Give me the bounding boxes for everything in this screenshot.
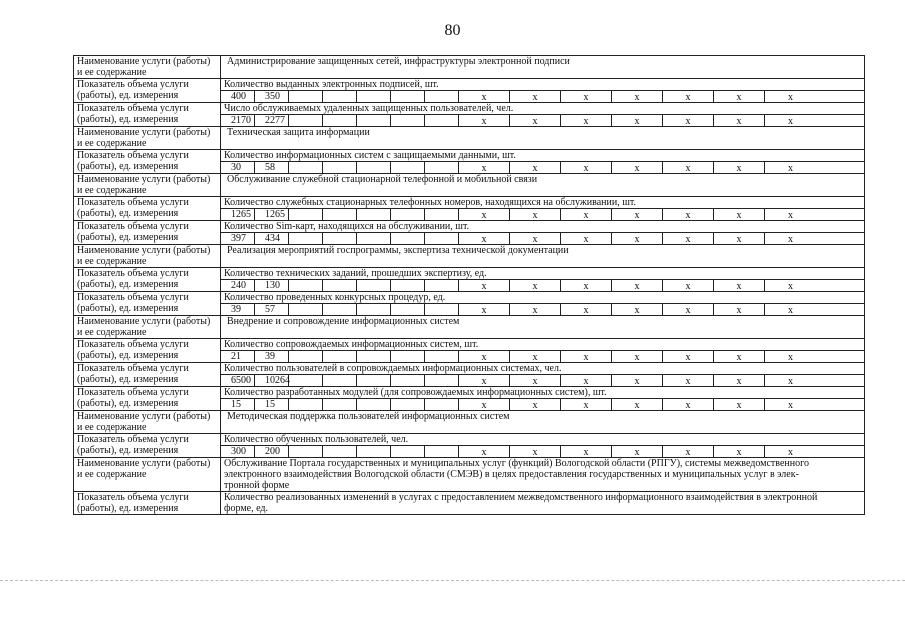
empty-value-cell (323, 399, 357, 410)
service-text: Внедрение и сопровождение информационных систем (227, 316, 460, 327)
x-mark: x (714, 91, 765, 102)
value-2: 130 (255, 280, 289, 291)
x-mark: x (663, 375, 714, 386)
service-text-line: электронного взаимодействия Вологодской области (СМЭВ) в целях предоставления государственных и муниципальных услуг в элек- (224, 469, 799, 480)
indicator-label: Показатель объема услуги (работы), ед. измерения (74, 268, 221, 292)
empty-value-cell (357, 375, 391, 386)
x-mark: x (510, 115, 561, 126)
x-mark: x (663, 162, 714, 173)
indicator-row (74, 387, 865, 411)
empty-value-cell (323, 304, 357, 315)
x-mark: x (459, 91, 510, 102)
x-mark: x (663, 91, 714, 102)
x-mark: x (663, 280, 714, 291)
empty-value-cell (357, 351, 391, 362)
x-mark: x (510, 209, 561, 220)
value-1: 240 (221, 280, 255, 291)
services-table-body (74, 56, 865, 515)
indicator-values (221, 351, 864, 362)
x-mark: x (612, 304, 663, 315)
empty-value-cell (357, 209, 391, 220)
x-mark: x (510, 233, 561, 244)
indicator-cell (221, 363, 865, 387)
x-mark: x (788, 92, 793, 103)
service-label: Наименование услуги (работы) и ее содержание (74, 56, 221, 79)
indicator-cell (221, 492, 865, 515)
x-mark: x (714, 115, 765, 126)
x-mark: x (510, 399, 561, 410)
service-name (221, 458, 865, 492)
empty-value-cell (391, 162, 425, 173)
x-mark: x (612, 351, 663, 362)
value-1: 400 (221, 91, 255, 102)
indicator-row (74, 268, 865, 292)
empty-value-cell (391, 375, 425, 386)
empty-value-cell (391, 209, 425, 220)
empty-value-cell (357, 304, 391, 315)
service-name (221, 127, 865, 150)
x-mark: x (714, 280, 765, 291)
x-mark: x (459, 115, 510, 126)
indicator-label: Показатель объема услуги (работы), ед. измерения (74, 79, 221, 103)
value-1: 300 (221, 446, 255, 457)
service-label: Наименование услуги (работы) и ее содержание (74, 174, 221, 197)
empty-value-cell (425, 233, 459, 244)
x-mark: x (561, 162, 612, 173)
value-2: 1265 (255, 209, 289, 220)
x-mark: x (561, 375, 612, 386)
x-mark: x (788, 352, 793, 363)
x-mark: x (663, 209, 714, 220)
service-text: Техническая защита информации (227, 127, 370, 138)
empty-value-cell (425, 399, 459, 410)
x-mark: x (714, 375, 765, 386)
indicator-cell (221, 103, 865, 127)
service-name (221, 316, 865, 339)
empty-value-cell (289, 233, 323, 244)
indicator-text-line: форме, ед. (224, 503, 268, 514)
value-2: 350 (255, 91, 289, 102)
x-mark: x (788, 116, 793, 127)
x-mark: x (612, 162, 663, 173)
indicator-row (74, 221, 865, 245)
indicator-row (74, 434, 865, 458)
x-mark: x (510, 162, 561, 173)
empty-value-cell (425, 304, 459, 315)
indicator-row (74, 197, 865, 221)
empty-value-cell (357, 280, 391, 291)
indicator-row (74, 103, 865, 127)
service-label: Наименование услуги (работы) и ее содержание (74, 458, 221, 492)
empty-value-cell (391, 91, 425, 102)
indicator-cell (221, 339, 865, 363)
page-number: 80 (444, 22, 461, 39)
indicator-values (221, 280, 864, 291)
empty-value-cell (289, 446, 323, 457)
x-mark: x (714, 209, 765, 220)
indicator-label: Показатель объема услуги (работы), ед. измерения (74, 197, 221, 221)
x-mark: x (561, 91, 612, 102)
x-mark: x (510, 280, 561, 291)
value-2: 58 (255, 162, 289, 173)
empty-value-cell (425, 375, 459, 386)
x-mark: x (510, 446, 561, 457)
indicator-label: Показатель объема услуги (работы), ед. измерения (74, 492, 221, 515)
indicator-label: Показатель объема услуги (работы), ед. измерения (74, 434, 221, 458)
x-mark: x (788, 447, 793, 458)
indicator-cell (221, 387, 865, 411)
indicator-values (221, 304, 864, 315)
value-1: 15 (221, 399, 255, 410)
x-mark: x (561, 209, 612, 220)
x-mark: x (714, 162, 765, 173)
x-mark: x (663, 399, 714, 410)
x-mark: x (788, 163, 793, 174)
x-mark: x (459, 233, 510, 244)
x-mark: x (788, 305, 793, 316)
indicator-cell (221, 197, 865, 221)
service-row (74, 127, 865, 150)
x-mark: x (510, 304, 561, 315)
service-label: Наименование услуги (работы) и ее содержание (74, 245, 221, 268)
indicator-name: Количество служебных стационарных телефонных номеров, находящихся на обслуживании, шт. (221, 197, 864, 209)
x-mark: x (510, 91, 561, 102)
x-mark: x (612, 233, 663, 244)
indicator-label: Показатель объема услуги (работы), ед. измерения (74, 150, 221, 174)
indicator-values (221, 162, 864, 173)
empty-value-cell (289, 115, 323, 126)
indicator-values (221, 446, 864, 457)
empty-value-cell (391, 304, 425, 315)
empty-value-cell (391, 399, 425, 410)
indicator-values (221, 233, 864, 244)
indicator-row (74, 363, 865, 387)
service-name (221, 411, 865, 434)
x-mark: x (459, 399, 510, 410)
indicator-name: Количество выданных электронных подписей, шт. (221, 79, 864, 91)
empty-value-cell (391, 280, 425, 291)
x-mark: x (788, 376, 793, 387)
value-1: 21 (221, 351, 255, 362)
service-name (221, 174, 865, 197)
service-text-line: Обслуживание Портала государственных и муниципальных услуг (функций) Вологодской области (РПГУ), системы межведомственного (224, 458, 809, 469)
x-mark: x (788, 210, 793, 221)
empty-value-cell (289, 399, 323, 410)
x-mark: x (561, 304, 612, 315)
indicator-text-line: Количество реализованных изменений в услугах с предоставлением межведомственного информационного взаимодействия в электронной (224, 492, 818, 503)
empty-value-cell (425, 351, 459, 362)
x-mark: x (788, 281, 793, 292)
value-1: 397 (221, 233, 255, 244)
indicator-cell (221, 150, 865, 174)
empty-value-cell (357, 233, 391, 244)
x-mark: x (612, 280, 663, 291)
empty-value-cell (425, 91, 459, 102)
indicator-name: Количество сопровождаемых информационных систем, шт. (221, 339, 864, 351)
x-mark: x (561, 233, 612, 244)
empty-value-cell (289, 375, 323, 386)
service-text: Администрирование защищенных сетей, инфраструктуры электронной подписи (227, 56, 570, 67)
value-2: 39 (255, 351, 289, 362)
empty-value-cell (289, 91, 323, 102)
empty-value-cell (323, 446, 357, 457)
x-mark: x (714, 446, 765, 457)
empty-value-cell (425, 115, 459, 126)
x-mark: x (459, 209, 510, 220)
empty-value-cell (289, 351, 323, 362)
indicator-row (74, 79, 865, 103)
empty-value-cell (323, 115, 357, 126)
x-mark: x (612, 209, 663, 220)
indicator-name: Количество пользователей в сопровождаемых информационных системах, чел. (221, 363, 864, 375)
indicator-values (221, 91, 864, 102)
indicator-cell (221, 292, 865, 316)
x-mark: x (510, 375, 561, 386)
x-mark: x (612, 115, 663, 126)
services-table (73, 55, 865, 515)
x-mark: x (663, 446, 714, 457)
indicator-cell (221, 268, 865, 292)
empty-value-cell (425, 280, 459, 291)
x-mark: x (714, 399, 765, 410)
service-label: Наименование услуги (работы) и ее содержание (74, 316, 221, 339)
x-mark: x (459, 162, 510, 173)
empty-value-cell (391, 446, 425, 457)
empty-value-cell (357, 162, 391, 173)
indicator-values (221, 115, 864, 126)
empty-value-cell (323, 375, 357, 386)
empty-value-cell (357, 115, 391, 126)
value-1: 6500 (221, 375, 255, 386)
x-mark: x (459, 351, 510, 362)
indicator-label: Показатель объема услуги (работы), ед. измерения (74, 103, 221, 127)
empty-value-cell (391, 115, 425, 126)
empty-value-cell (425, 446, 459, 457)
value-2: 434 (255, 233, 289, 244)
indicator-row (74, 292, 865, 316)
value-2: 2277 (255, 115, 289, 126)
indicator-label: Показатель объема услуги (работы), ед. измерения (74, 339, 221, 363)
x-mark: x (612, 446, 663, 457)
indicator-values (221, 209, 864, 220)
indicator-values (221, 399, 864, 410)
x-mark: x (663, 351, 714, 362)
empty-value-cell (425, 162, 459, 173)
indicator-cell (221, 221, 865, 245)
indicator-name: Количество информационных систем с защищаемыми данными, шт. (221, 150, 864, 162)
service-label: Наименование услуги (работы) и ее содержание (74, 411, 221, 434)
indicator-name: Количество обученных пользователей, чел. (221, 434, 864, 446)
value-2: 57 (255, 304, 289, 315)
x-mark: x (663, 115, 714, 126)
empty-value-cell (425, 209, 459, 220)
empty-value-cell (289, 209, 323, 220)
x-mark: x (714, 233, 765, 244)
service-text: Реализация мероприятий госпрограммы, экспертиза технической документации (227, 245, 569, 256)
x-mark: x (788, 400, 793, 411)
indicator-label: Показатель объема услуги (работы), ед. измерения (74, 387, 221, 411)
indicator-name: Количество технических заданий, прошедших экспертизу, ед. (221, 268, 864, 280)
empty-value-cell (357, 91, 391, 102)
value-2: 10264 (255, 375, 289, 386)
empty-value-cell (323, 351, 357, 362)
x-mark: x (663, 304, 714, 315)
indicator-label: Показатель объема услуги (работы), ед. измерения (74, 363, 221, 387)
indicator-values (221, 375, 864, 386)
empty-value-cell (391, 351, 425, 362)
indicator-cell (221, 79, 865, 103)
service-name (221, 56, 865, 79)
x-mark: x (459, 304, 510, 315)
empty-value-cell (391, 233, 425, 244)
service-text: Обслуживание служебной стационарной телефонной и мобильной связи (227, 174, 538, 185)
x-mark: x (788, 234, 793, 245)
indicator-name: Количество разработанных модулей (для сопровождаемых информационных систем), шт. (221, 387, 864, 399)
service-row (74, 174, 865, 197)
indicator-name: Число обслуживаемых удаленных защищенных пользователей, чел. (221, 103, 864, 115)
value-1: 1265 (221, 209, 255, 220)
value-1: 39 (221, 304, 255, 315)
empty-value-cell (289, 304, 323, 315)
service-row (74, 316, 865, 339)
x-mark: x (561, 115, 612, 126)
x-mark: x (459, 446, 510, 457)
indicator-name: Количество Sim-карт, находящихся на обслуживании, шт. (221, 221, 864, 233)
service-row (74, 245, 865, 268)
indicator-row (74, 150, 865, 174)
indicator-name: Количество проведенных конкурсных процедур, ед. (221, 292, 864, 304)
empty-value-cell (289, 280, 323, 291)
service-row (74, 458, 865, 492)
scan-edge-line (0, 580, 905, 581)
x-mark: x (561, 399, 612, 410)
indicator-cell (221, 434, 865, 458)
x-mark: x (612, 375, 663, 386)
x-mark: x (714, 351, 765, 362)
x-mark: x (612, 91, 663, 102)
x-mark: x (714, 304, 765, 315)
x-mark: x (612, 399, 663, 410)
x-mark: x (561, 446, 612, 457)
empty-value-cell (323, 209, 357, 220)
service-text: Методическая поддержка пользователей информационных систем (227, 411, 510, 422)
empty-value-cell (357, 446, 391, 457)
x-mark: x (459, 280, 510, 291)
indicator-label: Показатель объема услуги (работы), ед. измерения (74, 221, 221, 245)
value-2: 200 (255, 446, 289, 457)
value-2: 15 (255, 399, 289, 410)
service-name (221, 245, 865, 268)
x-mark: x (459, 375, 510, 386)
value-1: 30 (221, 162, 255, 173)
empty-value-cell (323, 233, 357, 244)
empty-value-cell (289, 162, 323, 173)
indicator-label: Показатель объема услуги (работы), ед. измерения (74, 292, 221, 316)
empty-value-cell (357, 399, 391, 410)
indicator-row (74, 492, 865, 515)
empty-value-cell (323, 280, 357, 291)
service-row (74, 56, 865, 79)
service-row (74, 411, 865, 434)
service-text-line: тронной форме (224, 480, 290, 491)
x-mark: x (561, 351, 612, 362)
empty-value-cell (323, 91, 357, 102)
indicator-row (74, 339, 865, 363)
x-mark: x (663, 233, 714, 244)
value-1: 2170 (221, 115, 255, 126)
x-mark: x (561, 280, 612, 291)
x-mark: x (510, 351, 561, 362)
empty-value-cell (323, 162, 357, 173)
service-label: Наименование услуги (работы) и ее содержание (74, 127, 221, 150)
